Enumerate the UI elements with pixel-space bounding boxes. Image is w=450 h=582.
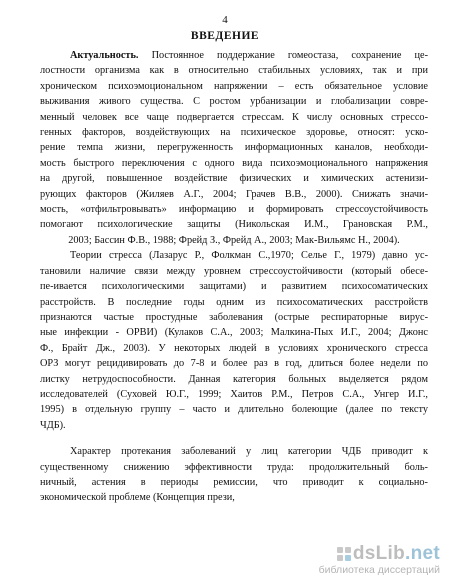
term-relevance: Актуальность.: [70, 50, 139, 61]
paragraph-stress-theories: [40, 248, 428, 433]
document-body: [40, 48, 428, 506]
text-line-content: Постоянное поддержание гомеостаза, сохранение це-: [138, 50, 428, 61]
watermark-logo-tld: .net: [405, 543, 440, 564]
dslib-watermark: [319, 543, 440, 576]
paragraph-disease-course: [40, 444, 428, 506]
text-line: экономической проблеме (Концепция прези,: [40, 492, 235, 504]
text-line: существенному снижению эффективности труда: продолжительный боль-: [40, 461, 428, 473]
text-line: Ф., Брайт Дж., 2003). У некоторых людей в условиях хронического стресса: [40, 342, 428, 354]
text-line: Характер протекания заболеваний у лиц категории ЧДБ приводит к: [70, 446, 428, 458]
paragraph-spacer: [40, 433, 428, 444]
text-line: менный человек все чаще подвергается стрессам. К числу основных стрессо-: [40, 111, 428, 123]
text-line: исследователей (Суховей Ю.Г., 1999; Хаитов Р.М., Петров С.А., Унгер И.Г.,: [40, 388, 428, 400]
text-line: мость быстрого переключения с одного вида психоэмоционального напряжения: [40, 157, 428, 169]
text-line: хроническом психоэмоциональном напряжении – есть обязательное условие: [40, 80, 428, 92]
watermark-caption: библиотека диссертаций: [318, 564, 440, 576]
page-number: 4: [222, 14, 228, 26]
text-line: генных факторов, воздействующих на психическое здоровье, относят: уско-: [40, 127, 428, 139]
text-line: листку нетрудоспособности. Данная категория больных выделяется рядом: [40, 373, 428, 385]
text-line: расстройств. В последние годы одним из психосоматических расстройств: [40, 296, 428, 308]
text-line: помогают психологические защиты (Никольская И.М., Грановская Р.М.,: [40, 219, 428, 231]
text-line: лостности организма как в относительно стабильных условиях, так и при: [40, 65, 428, 77]
text-line: выживания живого существа. С ростом урбанизации и глобализации совре-: [40, 96, 428, 108]
text-line: ничный, астения в периоды ремиссии, что приводит к социально-: [40, 476, 428, 488]
text-line: рующих факторов (Жиляев А.Г., 2004; Грачев В.В., 2000). Снижать значи-: [40, 188, 428, 200]
text-line: пе-ивается психологическими защитами) и развитием психосоматических: [40, 281, 428, 293]
text-line: мость, «отфильтровывать» информацию и формировать стрессоустойчивость: [40, 204, 428, 216]
text-line: ные инфекции - ОРВИ) (Кулаков С.А., 2003; Малкина-Пых И.Г., 2004; Джонс: [40, 327, 428, 339]
text-line: ЧДБ).: [40, 419, 66, 431]
text-line: признаются частые простудные заболевания (острые респираторные вирус-: [40, 311, 428, 323]
text-line: 1995) в отдельную группу – часто и длительно болеющие (далее по тексту: [40, 404, 428, 416]
text-line: на другой, повышенное воздействие физических и химических астенизи-: [40, 173, 428, 185]
library-grid-icon: [337, 547, 351, 561]
paragraph-relevance: [40, 48, 428, 248]
text-line: [40, 48, 428, 63]
watermark-logo-text: [353, 543, 440, 565]
watermark-logo-row: [319, 543, 440, 565]
text-line: ОРЗ могут рецидивировать до 7-8 и более раз в год, длиться более недели по: [40, 358, 428, 370]
text-line: 2003; Бассин Ф.В., 1988; Фрейд З., Фрейд А., 2003; Мак-Вильямс Н., 2004).: [68, 234, 400, 246]
section-heading: ВВЕДЕНИЕ: [190, 30, 260, 42]
text-line: тановили наличие связи между уровнем стрессоустойчивости (который обесе-: [40, 265, 428, 277]
text-line: Теории стресса (Лазарус Р., Фолкман С.,1970; Селье Г., 1979) давно ус-: [70, 250, 428, 262]
watermark-logo-main: dsLib: [352, 543, 406, 564]
text-line: рение темпа жизни, перегруженность информационных каналов, необходи-: [40, 142, 428, 154]
